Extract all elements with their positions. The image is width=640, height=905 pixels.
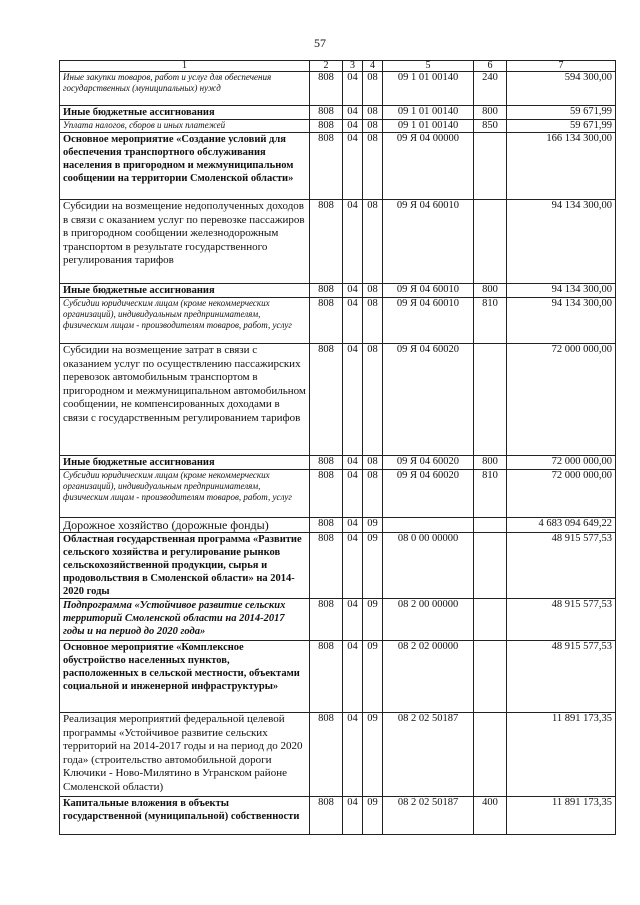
ministry-code-cell: 808 bbox=[310, 344, 343, 456]
target-article-cell: 08 0 00 00000 bbox=[383, 533, 474, 599]
expense-type-cell: 800 bbox=[474, 284, 507, 298]
target-article-cell: 09 Я 04 60010 bbox=[383, 200, 474, 284]
row-name-cell: Подпрограмма «Устойчивое развитие сельских территорий Смоленской области на 2014-2017 годы и на период до 2020 года» bbox=[60, 599, 310, 641]
table-row bbox=[60, 298, 616, 344]
target-article-cell: 09 1 01 00140 bbox=[383, 120, 474, 133]
section-code-cell: 04 bbox=[343, 284, 363, 298]
table-row bbox=[60, 284, 616, 298]
amount-cell: 48 915 577,53 bbox=[507, 641, 616, 713]
column-header: 4 bbox=[363, 61, 383, 72]
ministry-code-cell: 808 bbox=[310, 797, 343, 835]
subsection-code-cell: 08 bbox=[363, 284, 383, 298]
amount-cell: 94 134 300,00 bbox=[507, 298, 616, 344]
row-name-cell: Основное мероприятие «Создание условий для обеспечения транспортного обслуживания населения в пригородном и межмуниципальном сообщении на территории Смоленской области» bbox=[60, 133, 310, 200]
column-header: 3 bbox=[343, 61, 363, 72]
table-row bbox=[60, 599, 616, 641]
section-code-cell: 04 bbox=[343, 120, 363, 133]
amount-cell: 48 915 577,53 bbox=[507, 599, 616, 641]
section-code-cell: 04 bbox=[343, 797, 363, 835]
section-code-cell: 04 bbox=[343, 599, 363, 641]
section-code-cell: 04 bbox=[343, 456, 363, 470]
ministry-code-cell: 808 bbox=[310, 133, 343, 200]
amount-cell: 11 891 173,35 bbox=[507, 713, 616, 797]
subsection-code-cell: 08 bbox=[363, 133, 383, 200]
ministry-code-cell: 808 bbox=[310, 713, 343, 797]
target-article-cell: 09 Я 04 60020 bbox=[383, 344, 474, 456]
subsection-code-cell: 08 bbox=[363, 298, 383, 344]
section-code-cell: 04 bbox=[343, 298, 363, 344]
expense-type-cell: 810 bbox=[474, 470, 507, 518]
amount-cell: 94 134 300,00 bbox=[507, 200, 616, 284]
column-number-row bbox=[60, 61, 616, 72]
amount-cell: 72 000 000,00 bbox=[507, 470, 616, 518]
section-code-cell: 04 bbox=[343, 713, 363, 797]
table-row bbox=[60, 456, 616, 470]
target-article-cell: 08 2 02 00000 bbox=[383, 641, 474, 713]
target-article-cell: 08 2 00 00000 bbox=[383, 599, 474, 641]
expense-type-cell: 810 bbox=[474, 298, 507, 344]
amount-cell: 94 134 300,00 bbox=[507, 284, 616, 298]
ministry-code-cell: 808 bbox=[310, 470, 343, 518]
section-code-cell: 04 bbox=[343, 518, 363, 533]
subsection-code-cell: 08 bbox=[363, 344, 383, 456]
subsection-code-cell: 08 bbox=[363, 456, 383, 470]
amount-cell: 48 915 577,53 bbox=[507, 533, 616, 599]
amount-cell: 59 671,99 bbox=[507, 106, 616, 120]
table-row bbox=[60, 641, 616, 713]
target-article-cell: 09 Я 04 60020 bbox=[383, 470, 474, 518]
column-header: 7 bbox=[507, 61, 616, 72]
row-name-cell: Субсидии на возмещение затрат в связи с оказанием услуг по осуществлению пассажирских перевозок автомобильным транспортом в пригородном и межмуниципальном автомобильном сообщении, не компенсированных доходами в связи с государственным регулированием тарифов bbox=[60, 344, 310, 456]
subsection-code-cell: 09 bbox=[363, 533, 383, 599]
ministry-code-cell: 808 bbox=[310, 456, 343, 470]
amount-cell: 4 683 094 649,22 bbox=[507, 518, 616, 533]
row-name-cell: Иные бюджетные ассигнования bbox=[60, 106, 310, 120]
section-code-cell: 04 bbox=[343, 641, 363, 713]
expense-type-cell: 400 bbox=[474, 797, 507, 835]
column-header: 1 bbox=[60, 61, 310, 72]
table-row bbox=[60, 797, 616, 835]
column-header: 2 bbox=[310, 61, 343, 72]
ministry-code-cell: 808 bbox=[310, 284, 343, 298]
expense-type-cell bbox=[474, 713, 507, 797]
row-name-cell: Реализация мероприятий федеральной целевой программы «Устойчивое развитие сельских территорий на 2014-2017 годы и на период до 2020 года» (строительство автомобильной дороги Ключики - Ново-Милятино в Угранском районе Смоленской области) bbox=[60, 713, 310, 797]
table-row bbox=[60, 713, 616, 797]
table-row bbox=[60, 106, 616, 120]
target-article-cell: 08 2 02 50187 bbox=[383, 713, 474, 797]
table-row bbox=[60, 533, 616, 599]
row-name-cell: Субсидии юридическим лицам (кроме некоммерческих организаций), индивидуальным предпринимателям, физическим лицам - производителям товаров, работ, услуг bbox=[60, 298, 310, 344]
expense-type-cell: 850 bbox=[474, 120, 507, 133]
amount-cell: 72 000 000,00 bbox=[507, 344, 616, 456]
table-body bbox=[60, 72, 616, 835]
ministry-code-cell: 808 bbox=[310, 200, 343, 284]
table-row bbox=[60, 344, 616, 456]
section-code-cell: 04 bbox=[343, 344, 363, 456]
table-row bbox=[60, 518, 616, 533]
table-row bbox=[60, 120, 616, 133]
expense-type-cell bbox=[474, 641, 507, 713]
subsection-code-cell: 08 bbox=[363, 470, 383, 518]
subsection-code-cell: 09 bbox=[363, 713, 383, 797]
ministry-code-cell: 808 bbox=[310, 641, 343, 713]
target-article-cell: 09 Я 04 60010 bbox=[383, 284, 474, 298]
row-name-cell: Субсидии юридическим лицам (кроме некоммерческих организаций), индивидуальным предпринимателям, физическим лицам - производителям товаров, работ, услуг bbox=[60, 470, 310, 518]
subsection-code-cell: 09 bbox=[363, 797, 383, 835]
row-name-cell: Иные бюджетные ассигнования bbox=[60, 284, 310, 298]
target-article-cell: 08 2 02 50187 bbox=[383, 797, 474, 835]
ministry-code-cell: 808 bbox=[310, 298, 343, 344]
page-number: 57 bbox=[314, 36, 326, 50]
row-name-cell: Субсидии на возмещение недополученных доходов в связи с оказанием услуг по перевозке пассажиров в пригородном сообщении железнодорожным транспортом в результате государственного регулирования тарифов bbox=[60, 200, 310, 284]
ministry-code-cell: 808 bbox=[310, 120, 343, 133]
expense-type-cell bbox=[474, 344, 507, 456]
expense-type-cell bbox=[474, 599, 507, 641]
subsection-code-cell: 08 bbox=[363, 72, 383, 106]
expense-type-cell bbox=[474, 518, 507, 533]
subsection-code-cell: 08 bbox=[363, 120, 383, 133]
amount-cell: 11 891 173,35 bbox=[507, 797, 616, 835]
ministry-code-cell: 808 bbox=[310, 599, 343, 641]
table-row bbox=[60, 133, 616, 200]
row-name-cell: Основное мероприятие «Комплексное обустройство населенных пунктов, расположенных в сельской местности, объектами социальной и инженерной инфраструктуры» bbox=[60, 641, 310, 713]
subsection-code-cell: 09 bbox=[363, 641, 383, 713]
target-article-cell: 09 1 01 00140 bbox=[383, 72, 474, 106]
column-header: 6 bbox=[474, 61, 507, 72]
row-name-cell: Дорожное хозяйство (дорожные фонды) bbox=[60, 518, 310, 533]
subsection-code-cell: 08 bbox=[363, 106, 383, 120]
target-article-cell bbox=[383, 518, 474, 533]
expense-type-cell bbox=[474, 533, 507, 599]
target-article-cell: 09 Я 04 00000 bbox=[383, 133, 474, 200]
section-code-cell: 04 bbox=[343, 72, 363, 106]
section-code-cell: 04 bbox=[343, 470, 363, 518]
row-name-cell: Иные бюджетные ассигнования bbox=[60, 456, 310, 470]
section-code-cell: 04 bbox=[343, 200, 363, 284]
table-row bbox=[60, 72, 616, 106]
amount-cell: 59 671,99 bbox=[507, 120, 616, 133]
row-name-cell: Областная государственная программа «Развитие сельского хозяйства и регулирование рынков сельскохозяйственной продукции, сырья и продовольствия в Смоленской области» на 2014-2020 годы bbox=[60, 533, 310, 599]
target-article-cell: 09 1 01 00140 bbox=[383, 106, 474, 120]
expense-type-cell: 800 bbox=[474, 456, 507, 470]
ministry-code-cell: 808 bbox=[310, 106, 343, 120]
column-header: 5 bbox=[383, 61, 474, 72]
budget-table bbox=[59, 60, 616, 835]
amount-cell: 594 300,00 bbox=[507, 72, 616, 106]
target-article-cell: 09 Я 04 60020 bbox=[383, 456, 474, 470]
expense-type-cell bbox=[474, 133, 507, 200]
amount-cell: 166 134 300,00 bbox=[507, 133, 616, 200]
subsection-code-cell: 09 bbox=[363, 518, 383, 533]
table-row bbox=[60, 470, 616, 518]
section-code-cell: 04 bbox=[343, 533, 363, 599]
ministry-code-cell: 808 bbox=[310, 72, 343, 106]
target-article-cell: 09 Я 04 60010 bbox=[383, 298, 474, 344]
subsection-code-cell: 08 bbox=[363, 200, 383, 284]
section-code-cell: 04 bbox=[343, 106, 363, 120]
amount-cell: 72 000 000,00 bbox=[507, 456, 616, 470]
row-name-cell: Иные закупки товаров, работ и услуг для обеспечения государственных (муниципальных) нужд bbox=[60, 72, 310, 106]
expense-type-cell bbox=[474, 200, 507, 284]
expense-type-cell: 800 bbox=[474, 106, 507, 120]
expense-type-cell: 240 bbox=[474, 72, 507, 106]
ministry-code-cell: 808 bbox=[310, 518, 343, 533]
section-code-cell: 04 bbox=[343, 133, 363, 200]
row-name-cell: Уплата налогов, сборов и иных платежей bbox=[60, 120, 310, 133]
subsection-code-cell: 09 bbox=[363, 599, 383, 641]
row-name-cell: Капитальные вложения в объекты государственной (муниципальной) собственности bbox=[60, 797, 310, 835]
table-row bbox=[60, 200, 616, 284]
ministry-code-cell: 808 bbox=[310, 533, 343, 599]
